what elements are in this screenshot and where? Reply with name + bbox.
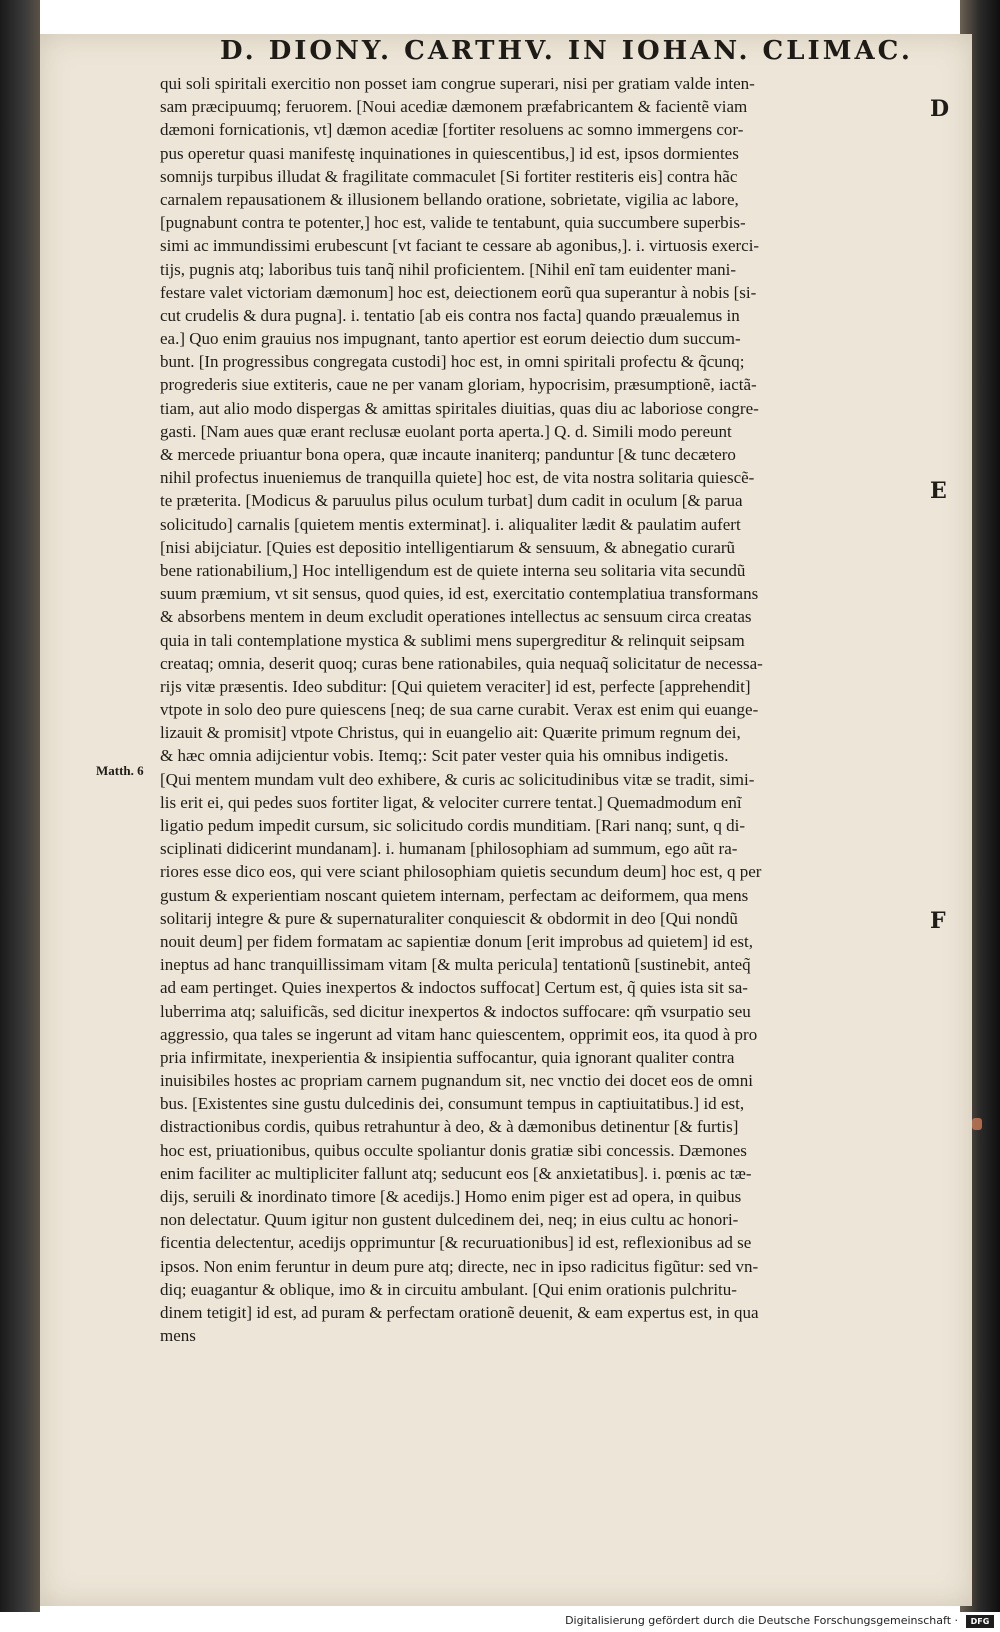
text-line: gustum & experientiam noscant quietem internam, perfectam ac deiformem, qua mens (160, 885, 749, 905)
text-line: [pugnabunt contra te potenter,] hoc est, valide te tentabunt, quia succumbere superbis- (160, 213, 746, 233)
text-line: lis erit ei, qui pedes suos fortiter ligat, & velociter currere tentat.] Quemadmodum enĩ (160, 792, 742, 812)
text-line: dijs, seruili & inordinato timore [& acedijs.] Homo enim piger est ad opera, in quibus (160, 1187, 742, 1206)
text-line: simi ac immundissimi erubescunt [vt faciant te cessare ab agonibus,]. i. virtuosis exerci- (160, 236, 760, 256)
text-line: dæmoni fornicationis, vt] dæmon acediæ [fortiter resoluens ac somno immergens cor- (160, 120, 744, 140)
text-line: enim faciliter ac multipliciter fallunt atq; seducunt eos [& anxietatibus]. i. pœnis ac tæ- (160, 1163, 752, 1183)
text-line: bus. [Existentes sine gustu dulcedinis dei, consumunt tempus in captiuitatibus.] id est, (160, 1094, 745, 1114)
text-line: aggressio, qua tales se ingerunt ad vitam hanc quiescentem, opprimit eos, ita quod à pro (160, 1024, 758, 1044)
text-line: progrederis siue extiteris, caue ne per vanam gloriam, hypocrisim, præsumptionẽ, iactã- (160, 375, 757, 395)
text-line: ineptus ad hanc tranquillissimam vitam [& multa pericula] tentationũ [sustinebit, anteq̃ (160, 955, 751, 975)
text-line: carnalem repausationem & illusionem bellando oratione, sobrietate, vigilia ac labore, (160, 189, 739, 209)
text-line: sam præcipuumq; feruorem. [Noui acediæ dæmonem præfabricantem & facientẽ viam (160, 97, 748, 117)
text-line: vtpote in solo deo pure quiescens [neq; de sua carne curabit. Verax est enim qui euange- (160, 700, 759, 720)
text-line: luberrima atq; saluificãs, sed dicitur inexpertos & indoctos suffocare: qm̃ vsurpatio seu (160, 1001, 751, 1021)
page-stain (972, 1118, 982, 1130)
margin-note-matthew: Matth. 6 (96, 763, 144, 778)
text-line: lizauit & promisit] vtpote Christus, qui in euangelio ait: Quærite primum regnum dei, (160, 723, 741, 743)
text-line: pria infirmitate, inexperientia & insipientia suffocantur, quia ignorant qualiter contra (160, 1047, 735, 1067)
text-line: ligatio pedum impedit cursum, sic solicitudo cordis munditiam. [Rari nanq; sunt, q di- (160, 816, 746, 835)
text-line: bene rationabilium,] Hoc intelligendum est de quiete interna seu solitaria vita secundũ (160, 560, 746, 580)
text-line: ipsos. Non enim feruntur in deum pure atq; directe, nec in ipso radicitus figũtur: sed vn- (160, 1256, 759, 1276)
text-line: suum præmium, vt sit sensus, quod quies, id est, exercitatio contemplatiua transformans (160, 584, 759, 604)
text-line: bunt. [In progressibus congregata custodi] hoc est, in omni spiritali profectu & q̃cunq; (160, 352, 745, 372)
body-text (160, 72, 900, 1347)
text-line: cut crudelis & dura pugna]. i. tentatio [ab eis contra nos facta] quando præualemus in (160, 305, 740, 325)
text-line: tiam, aut alio modo dispergas & amittas spiritales diuitias, quas diu ac laboriose congre- (160, 398, 759, 418)
text-line: riores esse dico eos, qui vere sciant philosophiam quietis secundum deum] hoc est, q per (160, 862, 762, 882)
text-line: ea.] Quo enim grauius nos impugnant, tanto apertior est eorum deiectio dum succum- (160, 329, 741, 349)
text-line: nouit deum] per fidem formatam ac sapientiæ donum [erit improbus ad quietem] id est, (160, 931, 753, 951)
text-line: te præterita. [Modicus & paruulus pilus oculum turbat] dum cadit in oculum [& parua (160, 491, 743, 511)
margin-letter-f: F (930, 908, 946, 934)
text-line: sciplinati didicerint mundanam]. i. humanam [philosophiam ad summum, ego aũt ra- (160, 839, 738, 859)
footer-credit: Digitalisierung gefördert durch die Deutsche Forschungsgemeinschaft · (565, 1614, 958, 1627)
text-line: rijs vitæ præsentis. Ideo subditur: [Qui quietem veraciter] id est, perfecte [apprehendit] (160, 676, 751, 696)
text-line: tijs, pugnis atq; laboribus tuis tanq̃ nihil proficientem. [Nihil enĩ tam euidenter mani- (160, 259, 736, 279)
margin-letter-d: D (930, 96, 950, 122)
book-edge-left (0, 0, 40, 1612)
text-line: solitarij integre & pure & supernaturaliter conquiescit & obdormit in deo [Qui nondũ (160, 908, 738, 928)
text-line: qui soli spiritali exercitio non posset iam congrue superari, nisi per gratiam valde inten- (160, 74, 755, 93)
text-line: gasti. [Nam aues quæ erant reclusæ euolant porta aperta.] Q. d. Simili modo pereunt (160, 421, 732, 441)
text-line: dinem tetigit] id est, ad puram & perfectam orationẽ deuenit, & eam expertus est, in qua (160, 1302, 759, 1322)
text-line: hoc est, priuationibus, quibus occulte spoliantur donis gratiæ sibi concessis. Dæmones (160, 1140, 747, 1160)
text-line: [nisi abijciatur. [Quies est depositio intelligentiarum & sensuum, & abnegatio curarũ (160, 537, 736, 557)
text-line: [Qui mentem mundam vult deo exhibere, & curis ac solicitudinibus vitæ se tradit, simi- (160, 769, 755, 789)
text-line: & hæc omnia adijcientur vobis. Itemq;: Scit pater vester quia his omnibus indigetis. (160, 746, 729, 766)
text-line: ficentia delectentur, acedijs opprimuntur [& recuruationibus] id est, reflexionibus ad se (160, 1233, 752, 1253)
text-line: inuisibiles hostes ac propriam carnem pugnandum sit, nec vnctio dei docet eos de omni (160, 1071, 753, 1091)
text-line: mens (160, 1326, 196, 1346)
text-line: festare valet victoriam dæmonum] hoc est, deiectionem eorũ qua superantur à nobis [si- (160, 282, 757, 302)
text-line: distractionibus cordis, quibus retrahuntur à deo, & à dæmonibus detinentur [& furtis] (160, 1117, 739, 1137)
text-line: diq; euagantur & oblique, imo & in circuitu ambulant. [Qui enim orationis pulchritu- (160, 1279, 737, 1299)
text-line: & absorbens mentem in deum excludit operationes intellectus ac sensuum circa creatas (160, 607, 752, 627)
running-header: D. DIONY. CARTHV. IN IOHAN. CLIMAC. (220, 36, 913, 66)
text-line: quia in tali contemplatione mystica & sublimi mens supergreditur & relinquit seipsam (160, 630, 745, 650)
text-line: creataq; omnia, deserit quoq; curas bene rationabiles, quia nequaq̃ solicitatur de necessa- (160, 653, 763, 673)
dfg-logo: DFG (966, 1615, 994, 1628)
text-line: nihil profectus inueniemus de tranquilla quiete] hoc est, de vita nostra solitaria quiescẽ- (160, 468, 755, 488)
text-line: ad eam pertinget. Quies inexpertos & indoctos suffocat] Certum est, q̃ quies ista sit sa- (160, 978, 748, 998)
text-line: non delectatur. Quum igitur non gustent dulcedinem dei, neq; in eius cultu ac honori- (160, 1210, 739, 1230)
text-line: & mercede priuantur bona opera, quæ incaute inaniterq; panduntur [& tunc decætero (160, 445, 736, 464)
text-line: solicitudo] carnalis [quietem mentis exterminat]. i. aliqualiter lædit & paulatim aufert (160, 514, 741, 534)
text-line: somnijs turpibus illudat & fragilitate commaculet [Si fortiter restiteris eis] contra hãc (160, 166, 738, 186)
margin-letter-e: E (930, 478, 947, 504)
text-line: pus operetur quasi manifestę inquinationes in quiescentibus,] id est, ipsos dormientes (160, 143, 739, 163)
